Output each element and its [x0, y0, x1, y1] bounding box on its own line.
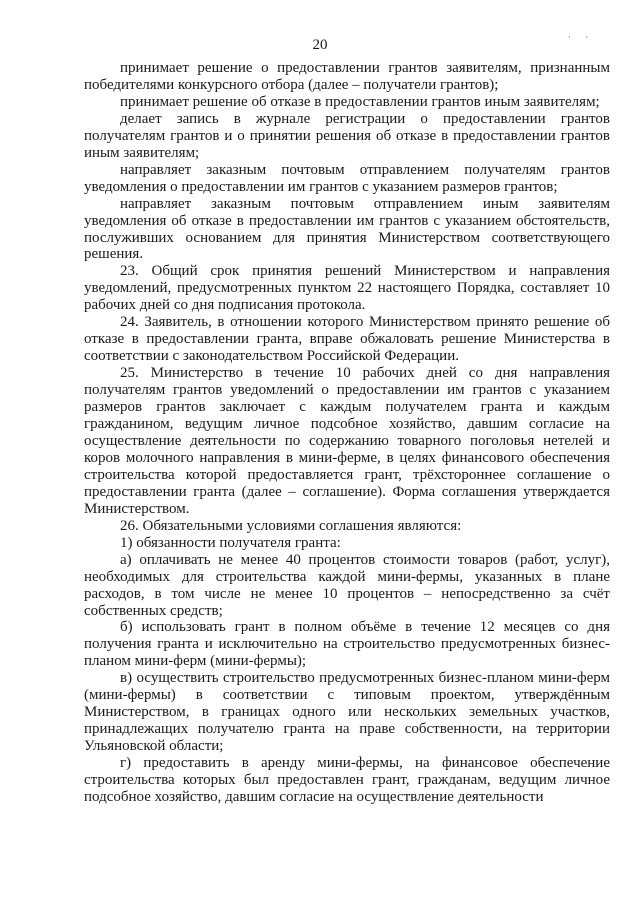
paragraph-item-23: 23. Общий срок принятия решений Министерством и направления уведомлений, предусмотренных пунктом 22 настоящего Порядка, составляет 10 рабочих дней со дня подписания протокола. — [84, 263, 610, 314]
paragraph-decision-grant: принимает решение о предоставлении грантов заявителям, признанным победителями конкурсного отбора (далее – получатели грантов); — [84, 60, 610, 93]
paragraph-item-26: 26. Обязательными условиями соглашения являются: — [120, 517, 462, 534]
paragraph-notify-recipients: направляет заказным почтовым отправлением получателям грантов уведомления о предоставлении им грантов с указанием размеров грантов; — [84, 161, 610, 195]
paragraph-journal-record: делает запись в журнале регистрации о предоставлении грантов получателям грантов и о принятии решения об отказе в предоставлении грантов иным заявителям; — [84, 110, 610, 161]
paragraph-subitem-1: 1) обязанности получателя гранта: — [120, 534, 341, 551]
page-number: 20 — [312, 37, 328, 53]
paragraph-item-24: 24. Заявитель, в отношении которого Министерством принято решение об отказе в предоставлении гранта, вправе обжаловать решение Министерства в соответствии с законодательством Российской Федерации. — [84, 314, 610, 365]
scan-mark: · · — [568, 32, 595, 42]
document-body — [84, 60, 610, 806]
paragraph-notify-refused: направляет заказным почтовым отправлением иным заявителям уведомления об отказе в предоставлении им грантов с указанием обстоятельств, послуживших основанием для принятия Министерством соответствующего решения. — [84, 195, 610, 263]
paragraph-subitem-g: г) предоставить в аренду мини-фермы, на финансовое обеспечение строительства которых был предоставлен грант, гражданам, ведущим личное подсобное хозяйство, давшим согласие на осуществление деятельности — [84, 755, 610, 805]
paragraph-subitem-v: в) осуществить строительство предусмотренных бизнес-планом мини-ферм (мини-фермы) в соответствии с типовым проектом, утверждённым Министерством, в границах одного или нескольких земельных участков, принадлежащих получателю гранта на праве собственности, на территории Ульяновской области; — [84, 670, 610, 755]
paragraph-decision-refusal: принимает решение об отказе в предоставлении грантов иным заявителям; — [120, 93, 600, 110]
paragraph-subitem-b: б) использовать грант в полном объёме в течение 12 месяцев со дня получения гранта и исключительно на строительство предусмотренных бизнес-планом мини-ферм (мини-фермы); — [84, 619, 610, 670]
paragraph-subitem-a: а) оплачивать не менее 40 процентов стоимости товаров (работ, услуг), необходимых для строительства каждой мини-фермы, указанных в плане расходов, в том числе не менее 10 процентов – непосредственно за счёт собственных средств; — [84, 551, 610, 619]
paragraph-item-25: 25. Министерство в течение 10 рабочих дней со дня направления получателям грантов уведомлений о предоставлении им грантов с указанием размеров грантов заключает с каждым получателем гранта и каждым гражданином, ведущим личное подсобное хозяйство, давшим согласие на осуществление деятельности по содержанию товарного поголовья нетелей и коров молочного направления в мини-ферме, в целях финансового обеспечения строительства которой предоставляется грант, трёхстороннее соглашение о предоставлении гранта (далее – соглашение). Форма соглашения утверждается Министерством. — [84, 365, 610, 517]
